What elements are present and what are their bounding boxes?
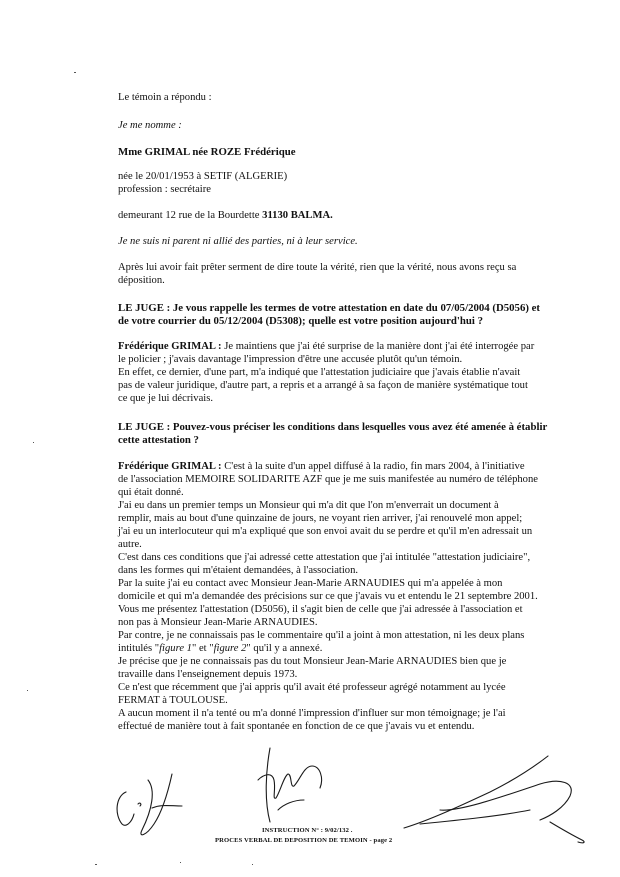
answer-2-line: j'ai eu un interlocuteur qui m'a expliqué que son envoi avait du se perdre et qu'il m'en adressait un [118, 526, 533, 537]
answer-2-line [118, 643, 596, 656]
signature-clerk [400, 750, 590, 845]
intro-line: Le témoin a répondu : [118, 92, 212, 103]
address-line [118, 210, 596, 223]
answer-2-line: Vous me présentez l'attestation (D5056), il s'agit bien de celle que j'ai adressée à l'association et [118, 604, 523, 615]
answer-2-line: autre. [118, 539, 142, 550]
profession-line: profession : secrétaire [118, 184, 211, 195]
signature-judge [250, 740, 340, 830]
answer-2-line: Je précise que je ne connaissais pas du tout Monsieur Jean-Marie ARNAUDIES bien que je [118, 656, 507, 667]
signature-witness [112, 770, 202, 850]
scan-speck [33, 442, 34, 443]
footer-proces-verbal: PROCES VERBAL DE DEPOSITION DE TEMOIN - page 2 [215, 837, 393, 844]
answer-2-line: effectué de manière tout à fait spontanée en fonction de ce que j'avais vu et entendu. [118, 721, 475, 732]
judge-question-1: de votre courrier du 05/12/2004 (D5308); quelle est votre position aujourd'hui ? [118, 315, 483, 327]
name-intro: Je me nomme : [118, 120, 182, 131]
answer-2-line: FERMAT à TOULOUSE. [118, 695, 228, 706]
address-street: demeurant 12 rue de la Bourdette [118, 210, 263, 221]
not-related-line: Je ne suis ni parent ni allié des parties, ni à leur service. [118, 236, 358, 247]
address-city: 31130 BALMA. [262, 210, 333, 221]
oath-line: Après lui avoir fait prêter serment de dire toute la vérité, rien que la vérité, nous avons reçu sa [118, 262, 517, 273]
answer-2-line: Par contre, je ne connaissais pas le commentaire qu'il a joint à mon attestation, ni les deux plans [118, 630, 525, 641]
figure-sentence-end: " qu'il y a annexé. [246, 643, 323, 654]
scan-speck [74, 72, 76, 73]
footer-instruction: INSTRUCTION N° : 9/02/132 . [262, 827, 353, 834]
figure-2-ref: figure 2 [213, 643, 247, 654]
answer-1-line: ce que je lui décrivais. [118, 393, 214, 404]
figure-sentence-mid: " et " [191, 643, 214, 654]
answer-2-text: C'est à la suite d'un appel diffusé à la radio, fin mars 2004, à l'initiative [221, 461, 525, 472]
answer-2-line [118, 461, 596, 474]
answer-1-speaker: Frédérique GRIMAL : [118, 341, 222, 352]
answer-2-line: remplir, mais au bout d'une quinzaine de jours, ne voyant rien arriver, j'ai renouvelé mon appel; [118, 513, 523, 524]
answer-2-line: travaille dans l'enseignement depuis 1973. [118, 669, 298, 680]
answer-2-line: non pas à Monsieur Jean-Marie ARNAUDIES. [118, 617, 318, 628]
answer-2-line: A aucun moment il n'a tenté ou m'a donné l'impression d'influer sur mon témoignage; je l'ai [118, 708, 506, 719]
answer-2-line: Ce n'est que récemment que j'ai appris qu'il avait été professeur agrégé notamment au lycée [118, 682, 506, 693]
scan-speck [95, 864, 97, 865]
answer-1-line: En effet, ce dernier, d'une part, m'a indiqué que l'attestation judiciaire que j'avais établie n'avait [118, 367, 521, 378]
scan-speck [27, 690, 28, 691]
answer-1-line: le policier ; j'avais davantage l'impression d'être une accusée plutôt qu'un témoin. [118, 354, 463, 365]
answer-2-line: Par la suite j'ai eu contact avec Monsieur Jean-Marie ARNAUDIES qui m'a appelée à mon [118, 578, 503, 589]
figure-1-ref: figure 1 [159, 643, 192, 654]
answer-1-text: Je maintiens que j'ai été surprise de la manière dont j'ai été interrogée par [221, 341, 535, 352]
answer-2-line: qui était donné. [118, 487, 184, 498]
judge-question-2: cette attestation ? [118, 434, 199, 446]
witness-name: Mme GRIMAL née ROZE Frédérique [118, 146, 296, 158]
answer-2-line: J'ai eu dans un premier temps un Monsieur qui m'a dit que l'on m'enverrait un document à [118, 500, 499, 511]
answer-2-line: dans les formes qui m'étaient demandées, à l'association. [118, 565, 359, 576]
answer-2-speaker: Frédérique GRIMAL : [118, 461, 222, 472]
answer-2-line: domicile et qui m'a demandée des précisions sur ce que j'avais vu et entendu le 21 septembre 2001. [118, 591, 538, 602]
oath-line: déposition. [118, 275, 165, 286]
scan-speck [180, 862, 181, 863]
answer-1-line [118, 341, 596, 354]
figure-sentence-start: intitulés " [118, 643, 160, 654]
judge-question-1: LE JUGE : Je vous rappelle les termes de votre attestation en date du 07/05/2004 (D5056) et [118, 302, 541, 314]
birth-line: née le 20/01/1953 à SETIF (ALGERIE) [118, 171, 288, 182]
answer-1-line: pas de valeur juridique, d'autre part, a repris et a arrangé à sa façon de manière systématique tout [118, 380, 528, 391]
scan-speck [252, 864, 253, 865]
judge-question-2: LE JUGE : Pouvez-vous préciser les conditions dans lesquelles vous avez été amenée à établir [118, 421, 548, 433]
answer-2-line: de l'association MEMOIRE SOLIDARITE AZF que je me suis manifestée au numéro de téléphone [118, 474, 538, 485]
answer-2-line: C'est dans ces conditions que j'ai adressé cette attestation que j'ai intitulée "attestation judiciaire", [118, 552, 531, 563]
